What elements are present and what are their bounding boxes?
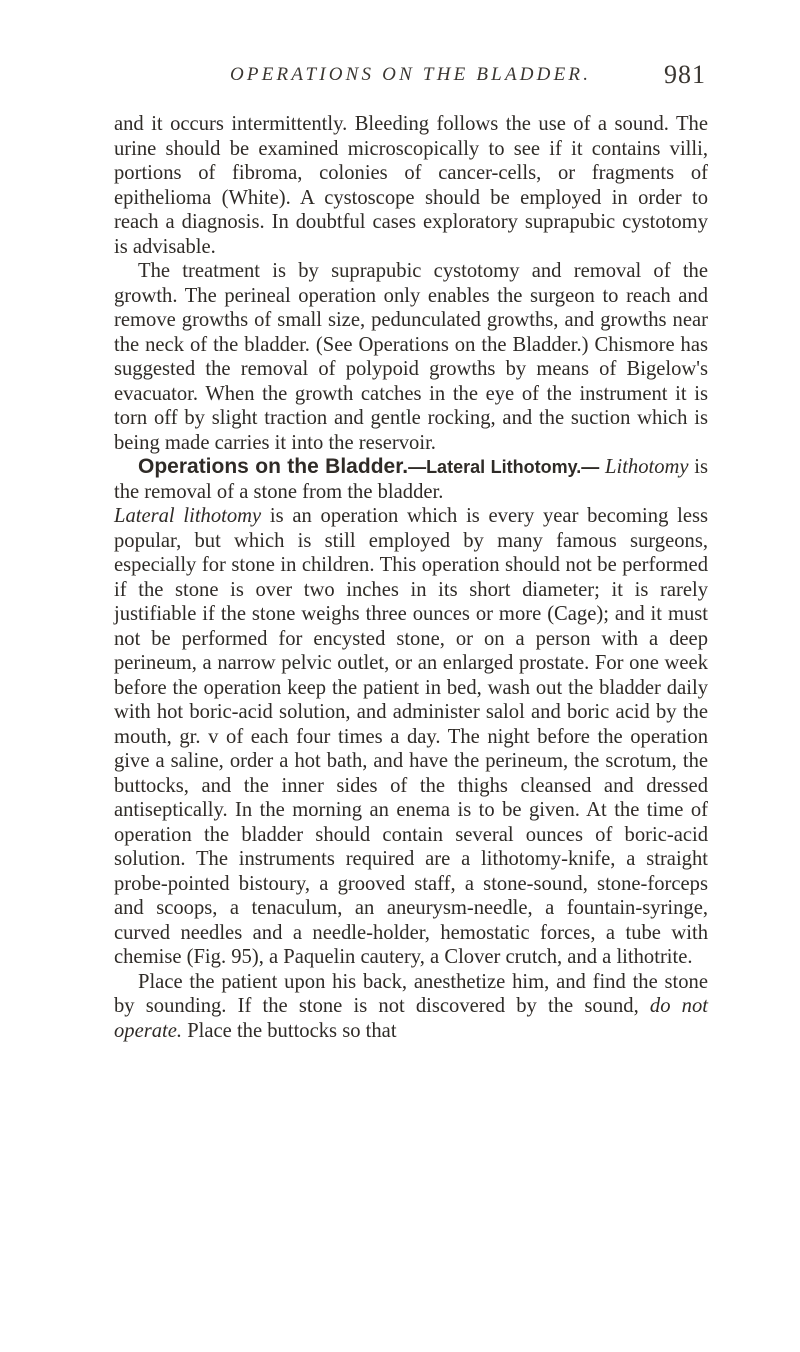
lateral-lithotomy-text: is an operation which is every year becoming less popular, but which is still employed by many famous surgeons, especially for stone in children. This operation should not be performed if the stone is over two inches in its short diameter; it is rarely justifiable if the stone weighs three ounces or more (Cage); and it must not be performed for encysted stone, or on a person with a deep perineum, a narrow pelvic outlet, or an enlarged prostate. For one week before the operation keep the patient in bed, wash out the bladder daily with hot boric-acid solution, and administer salol and boric acid by the mouth, gr. v of each four times a day. The night before the operation give a saline, order a hot bath, and have the perineum, the scrotum, the buttocks, and the inner sides of the thighs cleansed and dressed antiseptically. In the morning an enema is to be given. At the time of operation the bladder should contain several ounces of boric-acid solution. The instruments required are a lithotomy-knife, a straight probe-pointed bistoury, a grooved staff, a stone-sound, stone-forceps and scoops, a tenaculum, an aneurysm-needle, a fountain-syringe, curved needles and a needle-holder, hemostatic forces, a tube with chemise (Fig. 95), a Paquelin cautery, a Clover crutch, and a lithotrite. (114, 505, 708, 968)
page-number: 981 (664, 60, 706, 89)
procedure-text-start: Place the patient upon his back, anesthetize him, and find the stone by sounding. If the stone is not discovered by the sound, (114, 970, 708, 1017)
body-text (114, 112, 708, 1043)
section-heading: Operations on the Bladder. (138, 455, 409, 478)
paragraph-lateral-lithotomy (114, 504, 708, 970)
term-lithotomy: Lithotomy (605, 456, 689, 478)
paragraph-lithotomy-definition (114, 455, 708, 504)
paragraph-treatment: The treatment is by suprapubic cystotomy and removal of the growth. The perineal operation only enables the surgeon to reach and remove growths of small size, pedunculated growths, and growths near the neck of the bladder. (See Operations on the Bladder.) Chismore has suggested the removal of polypoid growths by means of Bigelow's evacuator. When the growth catches in the eye of the instrument it is torn off by slight traction and gentle rocking, and the suction which is being made carries it into the reservoir. (114, 260, 708, 454)
paragraph-diagnosis: and it occurs intermittently. Bleeding follows the use of a sound. The urine should be examined microscopically to see if it contains villi, portions of fibroma, colonies of cancer-cells, or fragments of epithelioma (White). A cystoscope should be employed in order to reach a diagnosis. In doubtful cases exploratory suprapubic cystotomy is advisable. (114, 113, 708, 258)
running-title: OPERATIONS ON THE BLADDER. (230, 64, 592, 85)
definition-text: is the removal of a stone from the bladder. (114, 456, 709, 503)
paragraph-procedure (114, 970, 708, 1044)
procedure-text-end: Place the buttocks so that (182, 1019, 397, 1042)
term-lateral-lithotomy: Lateral lithotomy (114, 505, 262, 527)
running-header (110, 60, 706, 92)
section-subheading: —Lateral Lithotomy.— (408, 457, 600, 477)
emphasis-do-not-operate: do not operate. (114, 995, 708, 1042)
